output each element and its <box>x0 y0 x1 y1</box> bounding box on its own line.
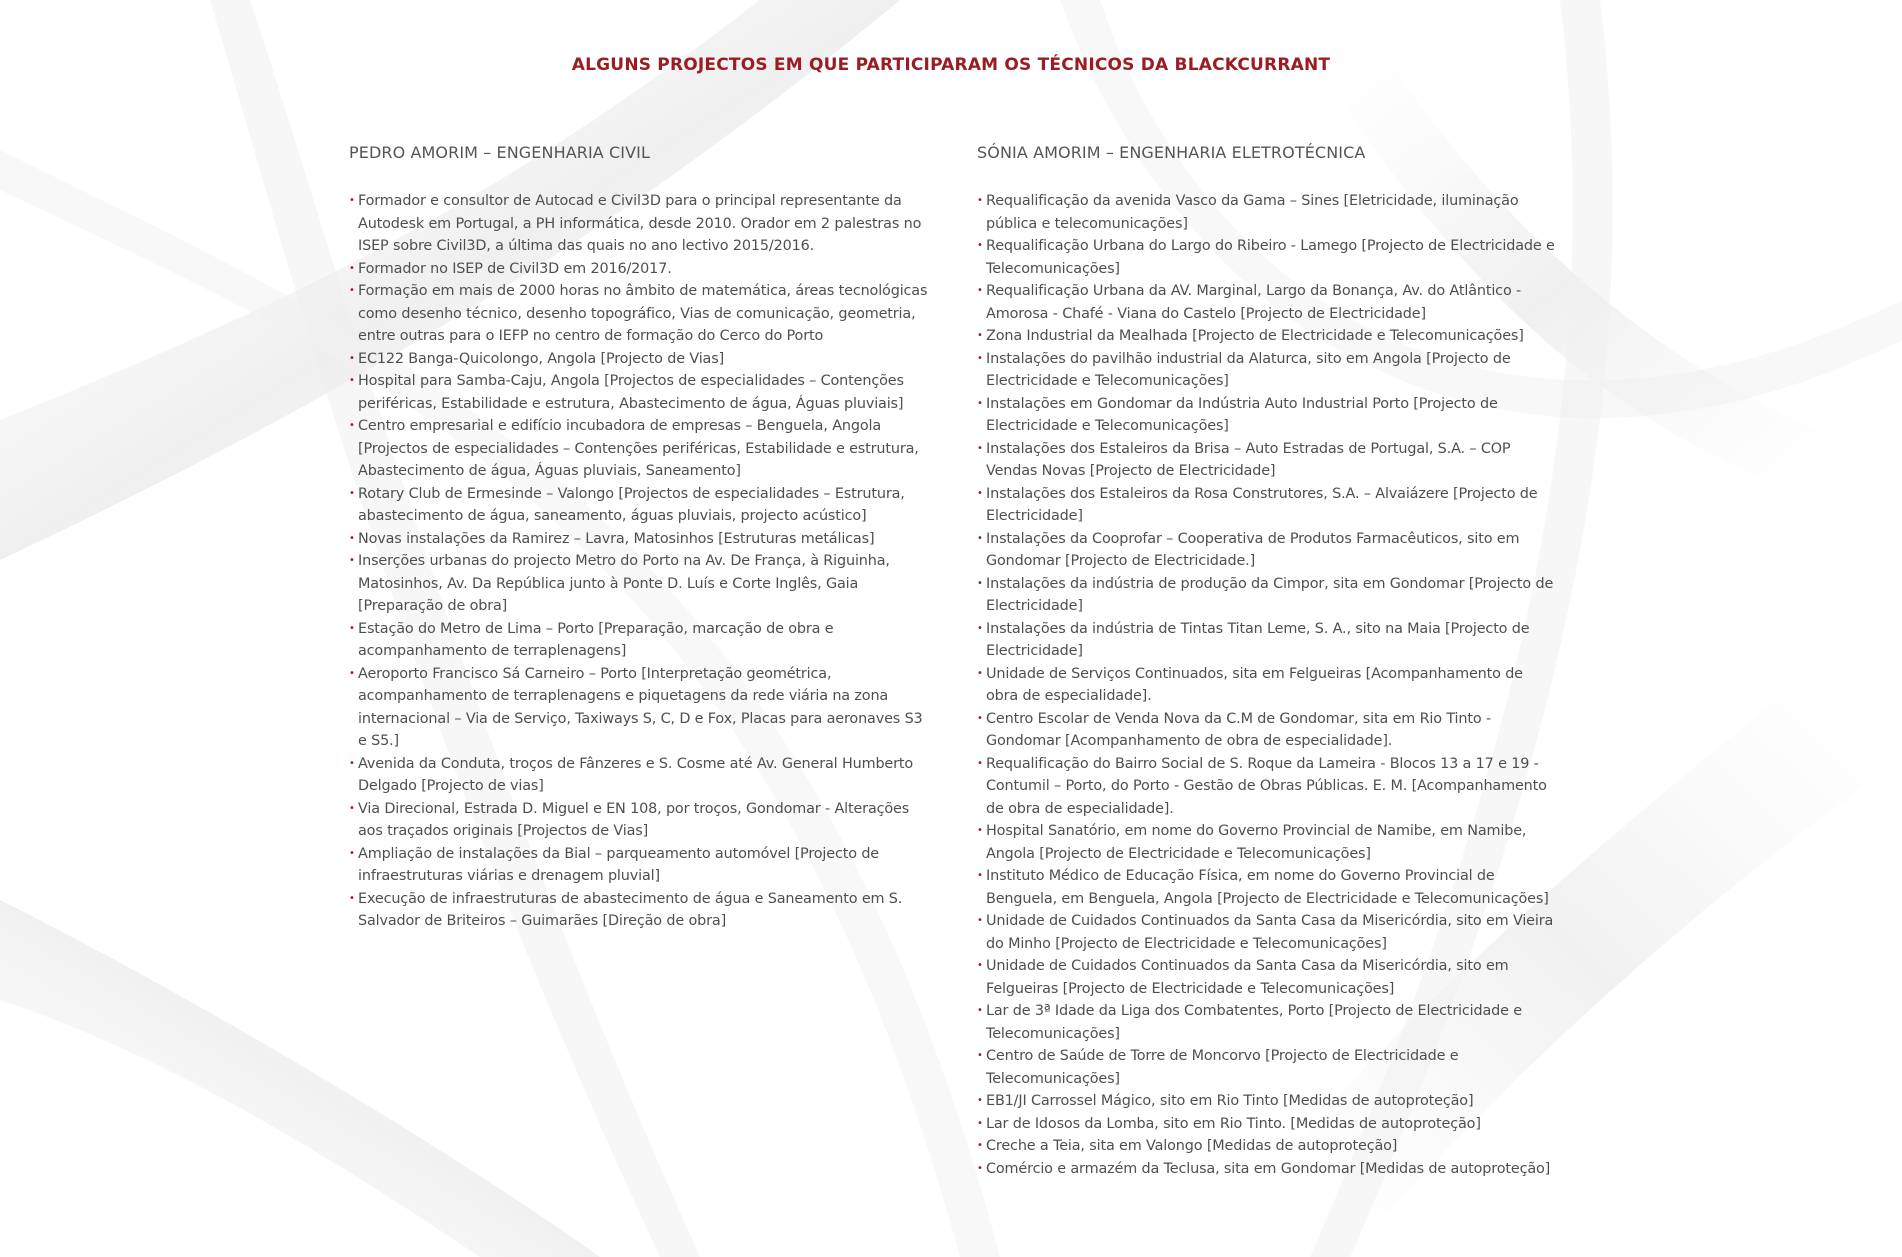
list-item <box>977 348 1559 393</box>
list-item <box>349 618 931 663</box>
list-item-text: Centro Escolar de Venda Nova da C.M de Gondomar, sita em Rio Tinto - Gondomar [Acompanhamento de obra de especialidade]. <box>986 710 1491 749</box>
list-item <box>349 415 931 483</box>
list-item <box>349 258 931 281</box>
list-item-text: Centro empresarial e edifício incubadora de empresas – Benguela, Angola [Projectos de especialidades – Contenções periféricas, Estabilidade e estrutura, Abastecimento de água, Águas pluviais, Saneamento] <box>358 418 919 479</box>
bullet-icon: • <box>977 532 983 544</box>
bullet-icon: • <box>349 262 355 274</box>
bullet-icon: • <box>977 1140 983 1151</box>
page-title: ALGUNS PROJECTOS EM QUE PARTICIPARAM OS TÉCNICOS DA BLACKCURRANT <box>571 55 1331 75</box>
bullet-icon: • <box>977 577 983 589</box>
list-item-text: Comércio e armazém da Teclusa, sita em Gondomar [Medidas de autoproteção] <box>986 1160 1551 1177</box>
list-item-text: Creche a Teia, sita em Valongo [Medidas de autoproteção] <box>986 1138 1398 1154</box>
bullet-icon: • <box>349 622 355 634</box>
list-item-text: Unidade de Cuidados Continuados da Santa Casa da Misericórdia, sito em Vieira do Minho [Projecto de Electricidade e Telecomunicações] <box>986 913 1554 952</box>
list-item <box>977 1090 1559 1113</box>
bullet-icon: • <box>977 352 983 364</box>
list-item-text: Novas instalações da Ramirez – Lavra, Matosinhos [Estruturas metálicas] <box>358 530 875 547</box>
bullet-icon: • <box>977 1117 983 1129</box>
bullet-icon: • <box>349 487 355 499</box>
bullet-icon: • <box>977 1095 983 1106</box>
list-item <box>977 573 1559 618</box>
right-project-list <box>977 190 1559 1180</box>
list-item <box>977 910 1559 955</box>
list-item <box>977 235 1559 280</box>
bullet-icon: • <box>349 667 355 679</box>
left-column <box>349 142 931 933</box>
list-item-text: Instalações do pavilhão industrial da Alaturca, sito em Angola [Projecto de Electricidade e Telecomunicações] <box>986 350 1511 389</box>
bullet-icon: • <box>349 375 355 386</box>
bullet-icon: • <box>977 960 983 971</box>
list-item <box>977 865 1559 910</box>
list-item <box>349 528 931 551</box>
list-item-text: Zona Industrial da Mealhada [Projecto de Electricidade e Telecomunicações] <box>986 328 1524 344</box>
list-item <box>977 1000 1559 1045</box>
bullet-icon: • <box>349 285 355 296</box>
bullet-icon: • <box>977 915 983 926</box>
list-item <box>349 753 931 798</box>
list-item <box>977 483 1559 528</box>
bullet-icon: • <box>977 442 983 454</box>
list-item <box>977 438 1559 483</box>
list-item-text: Hospital para Samba-Caju, Angola [Projectos de especialidades – Contenções periféricas, Estabilidade e estrutura, Abastecimento de água, Águas pluviais] <box>358 373 904 412</box>
left-project-list <box>349 190 931 933</box>
list-item-text: Unidade de Serviços Continuados, sita em Felgueiras [Acompanhamento de obra de especialidade]. <box>986 665 1523 704</box>
list-item <box>349 348 931 371</box>
bullet-icon: • <box>349 555 355 566</box>
list-item <box>977 708 1559 753</box>
bullet-icon: • <box>977 330 983 341</box>
list-item-text: Requalificação da avenida Vasco da Gama – Sines [Eletricidade, iluminação pública e telecomunicações] <box>986 193 1519 232</box>
list-item <box>977 190 1559 235</box>
list-item-text: Inserções urbanas do projecto Metro do Porto na Av. De França, à Riguinha, Matosinhos, Av. Da República junto à Ponte D. Luís e Corte Inglês, Gaia [Preparação de obra] <box>358 553 890 614</box>
list-item-text: Avenida da Conduta, troços de Fânzeres e S. Cosme até Av. General Humberto Delgado [Projecto de vias] <box>358 755 914 794</box>
list-item <box>977 1113 1559 1136</box>
list-item-text: Estação do Metro de Lima – Porto [Preparação, marcação de obra e acompanhamento de terraplenagens] <box>358 620 834 659</box>
bullet-icon: • <box>977 240 983 251</box>
bullet-icon: • <box>977 825 983 836</box>
list-item <box>349 483 931 528</box>
list-item <box>977 280 1559 325</box>
list-item <box>977 393 1559 438</box>
bullet-icon: • <box>977 667 983 679</box>
list-item-text: Instalações dos Estaleiros da Rosa Construtores, S.A. – Alvaiázere [Projecto de Electricidade] <box>986 485 1538 524</box>
right-column <box>977 142 1559 1180</box>
list-item-text: Requalificação do Bairro Social de S. Roque da Lameira - Blocos 13 a 17 e 19 - Contumil – Porto, do Porto - Gestão de Obras Públicas. E. M. [Acompanhamento de obra de especialidade]. <box>986 755 1547 817</box>
list-item-text: Instalações em Gondomar da Indústria Auto Industrial Porto [Projecto de Electricidade e Telecomunicações] <box>986 395 1498 434</box>
list-item-text: Requalificação Urbana da AV. Marginal, Largo da Bonança, Av. do Atlântico - Amorosa - Chafé - Viana do Castelo [Projecto de Electricidade] <box>986 283 1522 322</box>
bullet-icon: • <box>977 757 983 769</box>
bullet-icon: • <box>977 195 983 206</box>
list-item-text: Formador e consultor de Autocad e Civil3D para o principal representante da Autodesk em Portugal, a PH informática, desde 2010. Orador em 2 palestras no ISEP sobre Civil3D, a última das quais no ano lectivo 2015/2016. <box>358 193 922 254</box>
list-item-text: Hospital Sanatório, em nome do Governo Provincial de Namibe, em Namibe, Angola [Projecto de Electricidade e Telecomunicações] <box>986 823 1527 862</box>
list-item-text: Lar de Idosos da Lomba, sito em Rio Tinto. [Medidas de autoproteção] <box>986 1115 1481 1132</box>
list-item-text: Ampliação de instalações da Bial – parqueamento automóvel [Projecto de infraestruturas viárias e drenagem pluvial] <box>358 845 880 884</box>
list-item-text: EC122 Banga-Quicolongo, Angola [Projecto de Vias] <box>358 350 725 367</box>
list-item-text: Formação em mais de 2000 horas no âmbito de matemática, áreas tecnológicas como desenho técnico, desenho topográfico, Vias de comunicação, geometria, entre outras para o IEFP no centro de formação do Cerco do Porto <box>358 283 928 344</box>
bullet-icon: • <box>349 352 355 364</box>
bullet-icon: • <box>349 757 355 769</box>
list-item-text: Formador no ISEP de Civil3D em 2016/2017. <box>358 260 672 277</box>
list-item <box>349 550 931 618</box>
bullet-icon: • <box>977 1050 983 1061</box>
bullet-icon: • <box>977 397 983 409</box>
list-item <box>977 955 1559 1000</box>
list-item-text: Rotary Club de Ermesinde – Valongo [Projectos de especialidades – Estrutura, abastecimento de água, saneamento, águas pluviais, projecto acústico] <box>358 485 905 524</box>
bullet-icon: • <box>977 285 983 296</box>
list-item <box>977 753 1559 821</box>
list-item <box>977 820 1559 865</box>
list-item <box>349 888 931 933</box>
list-item-text: Instalações dos Estaleiros da Brisa – Auto Estradas de Portugal, S.A. – COP Vendas Novas [Projecto de Electricidade] <box>986 440 1511 479</box>
list-item <box>349 280 931 348</box>
list-item-text: Lar de 3ª Idade da Liga dos Combatentes, Porto [Projecto de Electricidade e Telecomunicações] <box>986 1003 1522 1042</box>
bullet-icon: • <box>977 487 983 499</box>
list-item-text: Instalações da indústria de Tintas Titan Leme, S. A., sito na Maia [Projecto de Electricidade] <box>986 620 1530 659</box>
bullet-icon: • <box>349 892 355 904</box>
left-column-heading: PEDRO AMORIM – ENGENHARIA CIVIL <box>349 143 650 162</box>
list-item-text: Centro de Saúde de Torre de Moncorvo [Projecto de Electricidade e Telecomunicações] <box>986 1048 1459 1087</box>
list-item <box>977 1045 1559 1090</box>
list-item-text: Instalações da Cooprofar – Cooperativa de Produtos Farmacêuticos, sito em Gondomar [Projecto de Electricidade.] <box>986 530 1520 569</box>
list-item <box>349 798 931 843</box>
list-item-text: EB1/JI Carrossel Mágico, sito em Rio Tinto [Medidas de autoproteção] <box>986 1093 1474 1109</box>
bullet-icon: • <box>349 532 355 544</box>
list-item <box>977 663 1559 708</box>
bullet-icon: • <box>349 802 355 814</box>
list-item-text: Execução de infraestruturas de abastecimento de água e Saneamento em S. Salvador de Briteiros – Guimarães [Direção de obra] <box>358 890 903 929</box>
list-item <box>977 1135 1559 1158</box>
list-item <box>349 663 931 753</box>
list-item-text: Requalificação Urbana do Largo do Ribeiro - Lamego [Projecto de Electricidade e Telecomunicações] <box>986 238 1555 277</box>
bullet-icon: • <box>977 1162 983 1174</box>
bullet-icon: • <box>349 420 355 431</box>
list-item-text: Instituto Médico de Educação Física, em nome do Governo Provincial de Benguela, em Benguela, Angola [Projecto de Electricidade e Telecomunicações] <box>986 868 1549 907</box>
list-item-text: Aeroporto Francisco Sá Carneiro – Porto [Interpretação geométrica, acompanhamento de terraplenagens e piquetagens da rede viária na zona internacional – Via de Serviço, Taxiways S, C, D e Fox, Placas para aeronaves S3 e S5.] <box>358 665 923 749</box>
list-item-text: Unidade de Cuidados Continuados da Santa Casa da Misericórdia, sito em Felgueiras [Projecto de Electricidade e Telecomunicações] <box>986 958 1509 997</box>
list-item <box>977 618 1559 663</box>
list-item <box>349 190 931 258</box>
bullet-icon: • <box>349 847 355 859</box>
list-item <box>977 325 1559 348</box>
list-item <box>977 1158 1559 1181</box>
bullet-icon: • <box>977 622 983 634</box>
bullet-icon: • <box>349 195 355 206</box>
bullet-icon: • <box>977 1005 983 1016</box>
list-item <box>349 843 931 888</box>
list-item-text: Instalações da indústria de produção da Cimpor, sita em Gondomar [Projecto de Electricidade] <box>986 575 1554 614</box>
list-item-text: Via Direcional, Estrada D. Miguel e EN 108, por troços, Gondomar - Alterações aos traçados originais [Projectos de Vias] <box>358 800 910 839</box>
bullet-icon: • <box>977 870 983 881</box>
list-item <box>977 528 1559 573</box>
right-column-heading: SÓNIA AMORIM – ENGENHARIA ELETROTÉCNICA <box>977 143 1366 162</box>
bullet-icon: • <box>977 712 983 724</box>
list-item <box>349 370 931 415</box>
